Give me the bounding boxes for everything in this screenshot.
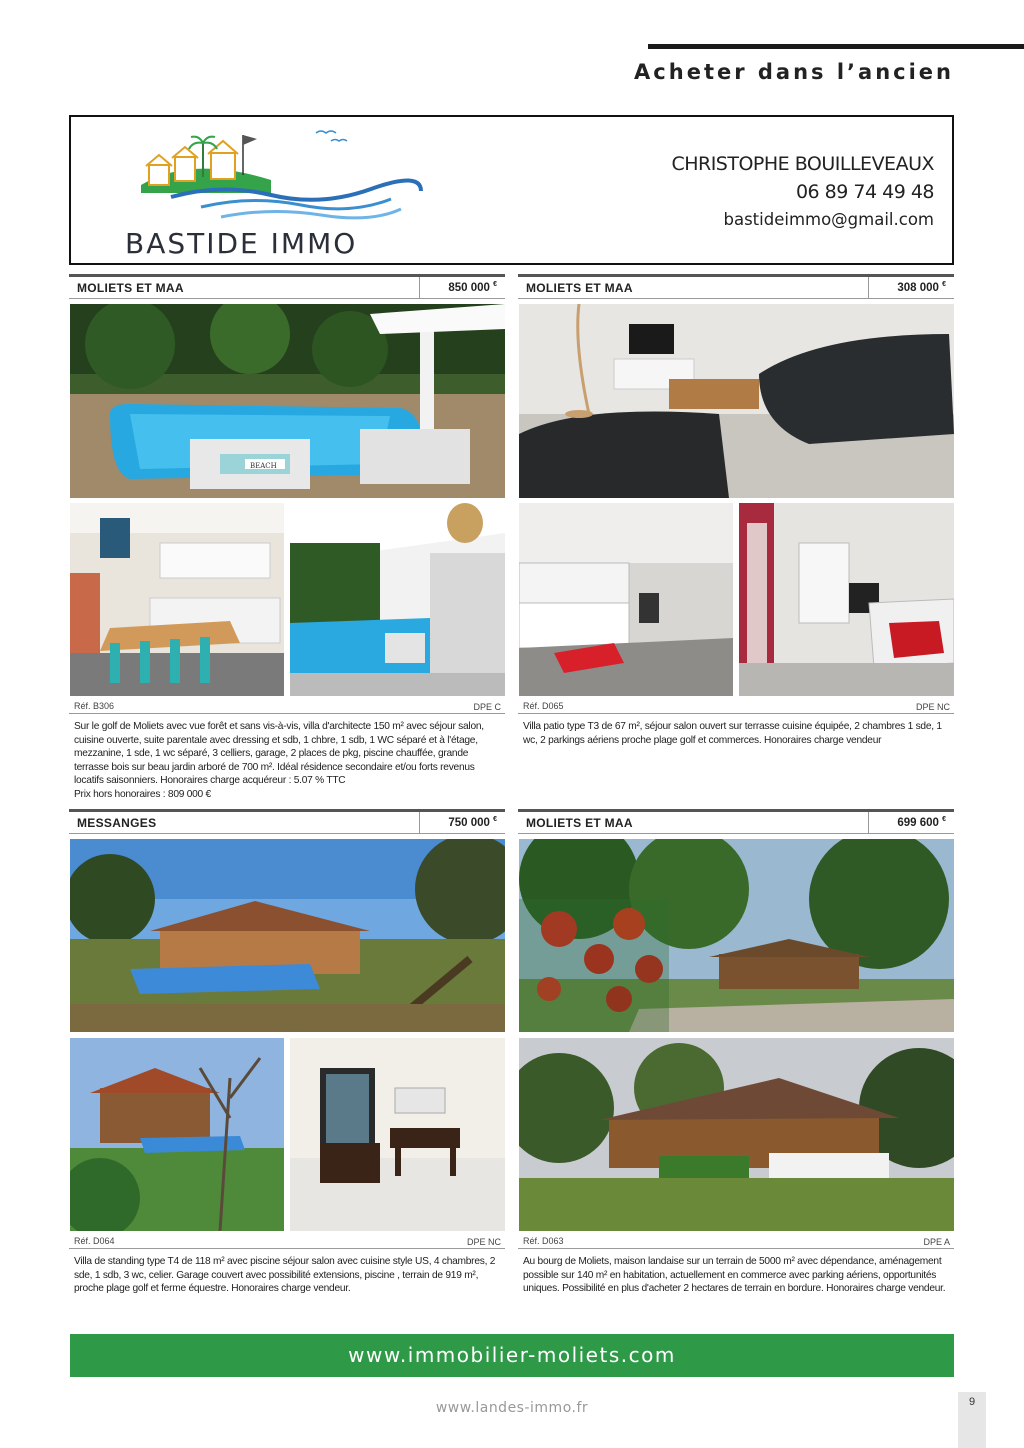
agency-box [69, 115, 954, 265]
listing-ref-row [518, 1235, 954, 1249]
listing-ref: Réf. B306 [74, 701, 115, 711]
section-title: Acheter dans l’ancien [634, 60, 954, 84]
svg-text:BEACH: BEACH [250, 462, 277, 470]
footer-url[interactable]: www.landes-immo.fr [435, 1400, 589, 1416]
landaise-house-photo-icon [519, 1038, 954, 1231]
contact-name: CHRISTOPHE BOUILLEVEAUX [671, 153, 934, 175]
listing-photo-main [70, 304, 505, 498]
dining-photo-icon [739, 503, 954, 696]
header-bar [648, 44, 1024, 49]
website-banner[interactable] [70, 1334, 954, 1377]
listing-description: Sur le golf de Moliets avec vue forêt et sans vis-à-vis, villa d'architecte 150 m² avec séjour salon, cuisine ouverte, suite parentale avec dressing et sdb, 1 chbre, 1 sdb, 1 WC séparé et à l'étage, mezzanine, 1 sde, 1 wc séparé, 3 celliers, garage, 2 places de pkg, piscine chauffée, grande terrasse bois sur beau jardin arboré de 700 m². Idéal résidence secondaire et/ou forts revenus locatifs saisonniers. Honoraires charge acquéreur : 5.07 % TTC Prix hors honoraires : 809 000 € [74, 720, 502, 802]
agency-logo-text: BASTIDE IMMO [125, 227, 358, 260]
listing-price: 699 600 € [868, 812, 954, 833]
listing-city: MESSANGES [77, 816, 157, 830]
listing-photo-terrace [290, 503, 505, 696]
listing-card [518, 809, 954, 1319]
listing-ref-row [69, 1235, 505, 1249]
listing-card [69, 274, 505, 804]
listing-price: 308 000 € [868, 277, 954, 298]
listing-dpe: DPE NC [466, 1237, 501, 1247]
listing-ref: Réf. D063 [523, 1236, 564, 1246]
agency-contact [671, 153, 934, 229]
listing-ref-row [69, 700, 505, 714]
dining-room-photo-icon [290, 1038, 505, 1231]
listing-description: Au bourg de Moliets, maison landaise sur un terrain de 5000 m² avec dépendance, aménagement possible sur 140 m² en habitation, actuellement en commerce avec parking aériens, opportunités uniques. Possibilité en plus d'acheter 2 hectares de terrain en bordure. Honoraires charge vendeur. [523, 1256, 946, 1295]
listing-photo-main [70, 839, 505, 1032]
page-number: 9 [968, 1396, 976, 1408]
listing-photo-main [519, 839, 954, 1032]
listing-price: 750 000 € [419, 812, 505, 833]
listing-description: Villa patio type T3 de 67 m², séjour salon ouvert sur terrasse cuisine équipée, 2 chambres 1 sde, 1 wc, 2 parkings aériens proche plage golf et commerces. Honoraires charge vendeur [523, 721, 942, 746]
contact-phone: 06 89 74 49 48 [795, 181, 934, 203]
listing-price-note: Prix hors honoraires : 809 000 € [74, 788, 211, 800]
kitchen-photo-icon [519, 503, 733, 696]
listing-city: MOLIETS ET MAA [526, 281, 633, 295]
listing-header [518, 274, 954, 299]
listing-header [69, 809, 505, 834]
agency-logo [121, 125, 441, 260]
listing-ref: Réf. D065 [523, 701, 564, 711]
garden-photo-icon [70, 1038, 284, 1231]
listing-city: MOLIETS ET MAA [526, 816, 633, 830]
listing-photo-garden [70, 1038, 284, 1231]
listing-dpe: DPE C [473, 702, 501, 712]
kitchen-photo-icon [70, 503, 284, 696]
listing-ref: Réf. D064 [74, 1236, 115, 1246]
website-banner-url[interactable]: www.immobilier-moliets.com [348, 1343, 676, 1367]
listing-photo-dining [290, 1038, 505, 1231]
listing-photo-dining [739, 503, 954, 696]
living-room-photo-icon [519, 304, 954, 498]
listing-header [69, 274, 505, 299]
listing-photo-kitchen [70, 503, 284, 696]
roses-house-photo-icon [519, 839, 954, 1032]
terrace-photo-icon [290, 503, 505, 696]
listing-dpe: DPE NC [915, 702, 950, 712]
page-number-tab [958, 1392, 986, 1448]
agency-logo-icon [131, 125, 431, 225]
listing-card [69, 809, 505, 1304]
listing-card [518, 274, 954, 754]
contact-email: bastideimmo@gmail.com [723, 210, 934, 229]
listing-city: MOLIETS ET MAA [77, 281, 184, 295]
listing-description: Villa de standing type T4 de 118 m² avec piscine séjour salon avec cuisine style US, 4 chambres, 2 sde, 1 sdb, 3 wc, celier. Garage couvert avec possibilité extensions, piscine , terrain de 919 m², proche plage golf et ferme équestre. Honoraires charge vendeur. [74, 1256, 496, 1295]
listing-photo-main [519, 304, 954, 498]
listing-price: 850 000 € [419, 277, 505, 298]
villa-exterior-photo-icon [70, 839, 505, 1032]
listing-header [518, 809, 954, 834]
listing-photo-kitchen [519, 503, 733, 696]
listing-ref-row [518, 700, 954, 714]
pool-photo-icon [70, 304, 505, 498]
listing-photo-house [519, 1038, 954, 1231]
listing-dpe: DPE A [923, 1237, 950, 1247]
